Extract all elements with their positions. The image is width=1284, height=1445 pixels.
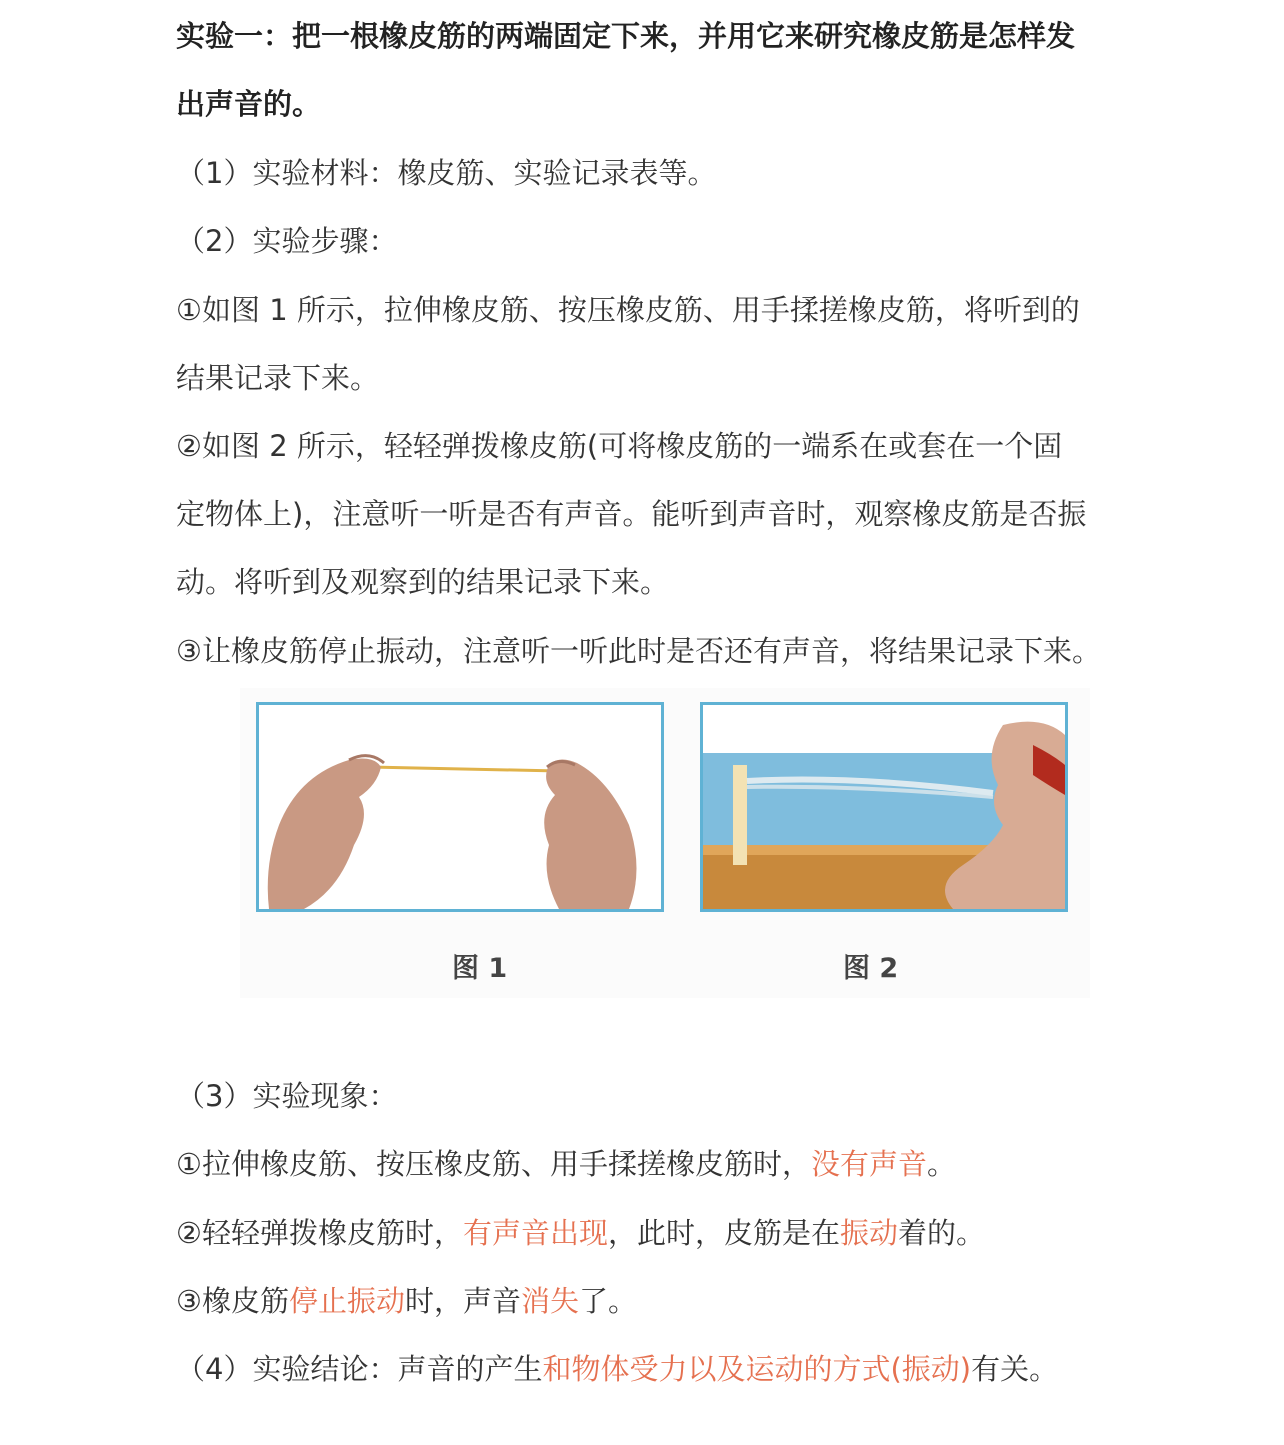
step-2-line-3: 动。将听到及观察到的结果记录下来。 [176,565,670,599]
conclusion [176,1349,1058,1389]
figures-panel [240,688,1090,998]
phenomenon-1-highlight: 没有声音 [811,1147,928,1181]
materials-line: （1）实验材料：橡皮筋、实验记录表等。 [176,156,717,190]
steps-heading: （2）实验步骤： [176,224,398,258]
phenomenon-3 [176,1281,637,1321]
figure-1-caption: 图 1 [452,953,508,984]
step-1-line-2: 结果记录下来。 [176,361,380,395]
step-3-line: ③让橡皮筋停止振动，注意听一听此时是否还有声音，将结果记录下来。 [176,634,1101,668]
phenomenon-1 [176,1144,956,1184]
figure-2-caption: 图 2 [843,953,899,984]
phenomenon-2 [176,1213,985,1253]
phenomenon-2-end: 着的。 [898,1216,986,1250]
phenomenon-3-text: ③橡皮筋 [176,1284,289,1318]
conclusion-highlight: 和物体受力以及运动的方式(振动) [542,1352,972,1386]
step-1-line-1: ①如图 1 所示，拉伸橡皮筋、按压橡皮筋、用手揉搓橡皮筋，将听到的 [176,293,1080,327]
conclusion-end: 有关。 [971,1352,1059,1386]
phenomenon-3-end: 了。 [579,1284,638,1318]
title-line-1: 实验一：把一根橡皮筋的两端固定下来，并用它来研究橡皮筋是怎样发 [176,19,1076,53]
figure-2-image [700,702,1068,912]
phenomenon-1-text: ①拉伸橡皮筋、按压橡皮筋、用手揉搓橡皮筋时， [176,1147,811,1181]
step-2-line-2: 定物体上)，注意听一听是否有声音。能听到声音时，观察橡皮筋是否振 [176,497,1087,531]
phenomenon-3-highlight-2: 消失 [521,1284,580,1318]
phenomenon-2-mid: ，此时，皮筋是在 [608,1216,841,1250]
phenomenon-1-end: 。 [927,1147,957,1181]
step-2-line-1: ②如图 2 所示，轻轻弹拨橡皮筋(可将橡皮筋的一端系在或套在一个固 [176,429,1063,463]
title-line-2: 出声音的。 [176,87,322,121]
phenomenon-2-highlight-2: 振动 [840,1216,899,1250]
figure-1-image [256,702,664,912]
phenomenon-3-highlight-1: 停止振动 [289,1284,406,1318]
phenomena-heading: （3）实验现象： [176,1079,398,1113]
phenomenon-3-mid: 时，声音 [405,1284,522,1318]
phenomenon-2-text: ②轻轻弹拨橡皮筋时， [176,1216,463,1250]
phenomenon-2-highlight-1: 有声音出现 [463,1216,609,1250]
conclusion-text: （4）实验结论：声音的产生 [176,1352,543,1386]
